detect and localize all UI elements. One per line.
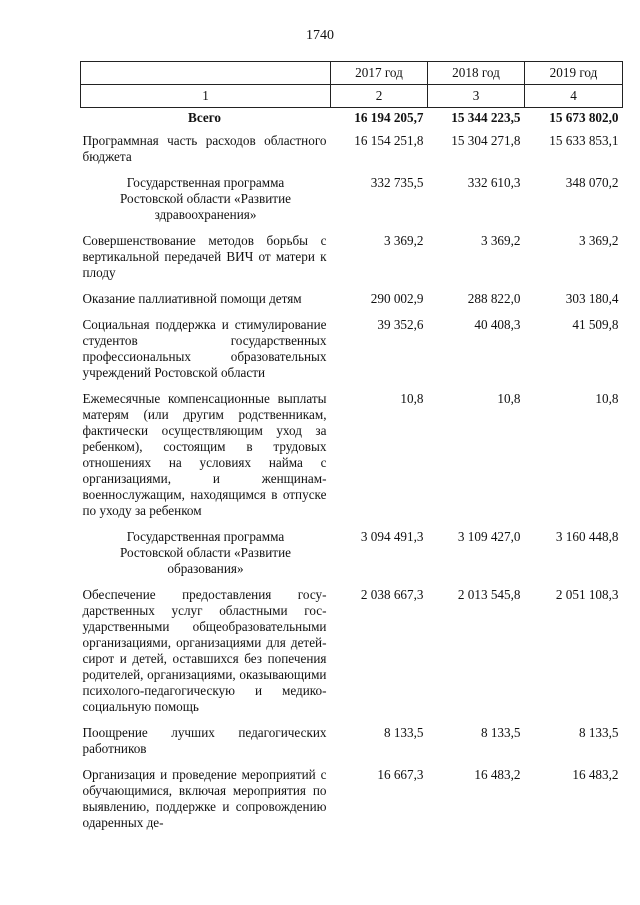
table-row [81,725,623,767]
row-value-2018: 40 408,3 [474,317,521,332]
header-number-3: 3 [428,85,525,108]
row-value-2018: 3 369,2 [480,233,521,248]
row-value-2019: 8 133,5 [578,725,619,740]
row-value-2019: 15 673 802,0 [549,110,619,125]
budget-table [80,61,623,841]
row-value-2018: 288 822,0 [467,291,521,306]
table-row [81,587,623,725]
row-value-2018: 8 133,5 [480,725,521,740]
row-label: Совершенствование методов борьбы с вертикальной передачей ВИЧ от матери к плоду [82,233,327,280]
row-label: Оказание паллиативной помощи детям [82,291,302,306]
table-header [81,62,623,108]
row-value-2018: 2 013 545,8 [457,587,521,602]
row-label: Организация и проведение мероприятий с обучающимися, включая мероприятия по выявлению, поддержке и сопровождению одаренных де- [82,767,327,830]
table-row [81,391,623,529]
table-row [81,291,623,317]
row-value-2019: 16 483,2 [572,767,619,782]
table-body [81,108,623,842]
page-number: 1740 [306,28,334,43]
row-label: Поощрение лучших педагогических работников [82,725,327,756]
header-cell-description [81,62,331,85]
row-label: Государственная программа Ростовской области «Развитие образования» [120,529,291,576]
row-value-2019: 303 180,4 [565,291,619,306]
row-label: Ежемесячные компенсационные выплаты матерям (или другим родственникам, фактически осуществляющим уход за ребенком), состоящим в трудовых отношениях на условиях найма с организациями, и женщинам-военнослужащим, находящимся в отпуске по уходу за ребенком [82,391,327,518]
row-value-2018: 332 610,3 [467,175,521,190]
row-value-2019: 15 633 853,1 [549,133,619,148]
row-value-2019: 2 051 108,3 [555,587,619,602]
row-label: Государственная программа Ростовской области «Развитие здравоохранения» [120,175,291,222]
header-cell-2019: 2019 год [525,62,623,85]
table-row-program [81,175,623,233]
row-value-2017: 290 002,9 [370,291,424,306]
row-value-2017: 332 735,5 [370,175,424,190]
row-label: Всего [188,110,221,125]
row-value-2019: 10,8 [595,391,619,406]
row-value-2019: 41 509,8 [572,317,619,332]
table-row [81,317,623,391]
table-row-program [81,529,623,587]
header-years-row [81,62,623,85]
table-row-total [81,108,623,131]
row-value-2017: 10,8 [400,391,424,406]
row-value-2019: 348 070,2 [565,175,619,190]
row-value-2017: 3 094 491,3 [360,529,424,544]
row-value-2017: 39 352,6 [377,317,424,332]
row-value-2019: 3 160 448,8 [555,529,619,544]
row-value-2018: 15 304 271,8 [451,133,521,148]
row-label: Социальная поддержка и стимулирование студентов государственных профессиональных образовательных учреждений Ростовской области [82,317,327,380]
row-value-2017: 2 038 667,3 [360,587,424,602]
row-label: Программная часть расходов областного бюджета [82,133,327,164]
row-value-2018: 3 109 427,0 [457,529,521,544]
table-row [81,233,623,291]
table-row [81,130,623,175]
row-value-2017: 16 154 251,8 [354,133,424,148]
header-number-1: 1 [81,85,331,108]
row-value-2017: 3 369,2 [383,233,424,248]
row-value-2017: 8 133,5 [383,725,424,740]
header-cell-2018: 2018 год [428,62,525,85]
row-value-2018: 10,8 [497,391,521,406]
table-row [81,767,623,841]
row-value-2018: 15 344 223,5 [451,110,521,125]
row-value-2017: 16 194 205,7 [354,110,424,125]
header-number-4: 4 [525,85,623,108]
row-value-2017: 16 667,3 [377,767,424,782]
header-cell-2017: 2017 год [331,62,428,85]
row-value-2019: 3 369,2 [578,233,619,248]
header-numbers-row [81,85,623,108]
row-label: Обеспечение предоставления государственных услуг областными государственными общеобразовательными организациями, организациями для детей-сирот и детей, оставшихся без попечения родителей, организациями, оказывающими психолого-педагогическую и медико-социальную помощь [82,587,327,714]
row-value-2018: 16 483,2 [474,767,521,782]
header-number-2: 2 [331,85,428,108]
